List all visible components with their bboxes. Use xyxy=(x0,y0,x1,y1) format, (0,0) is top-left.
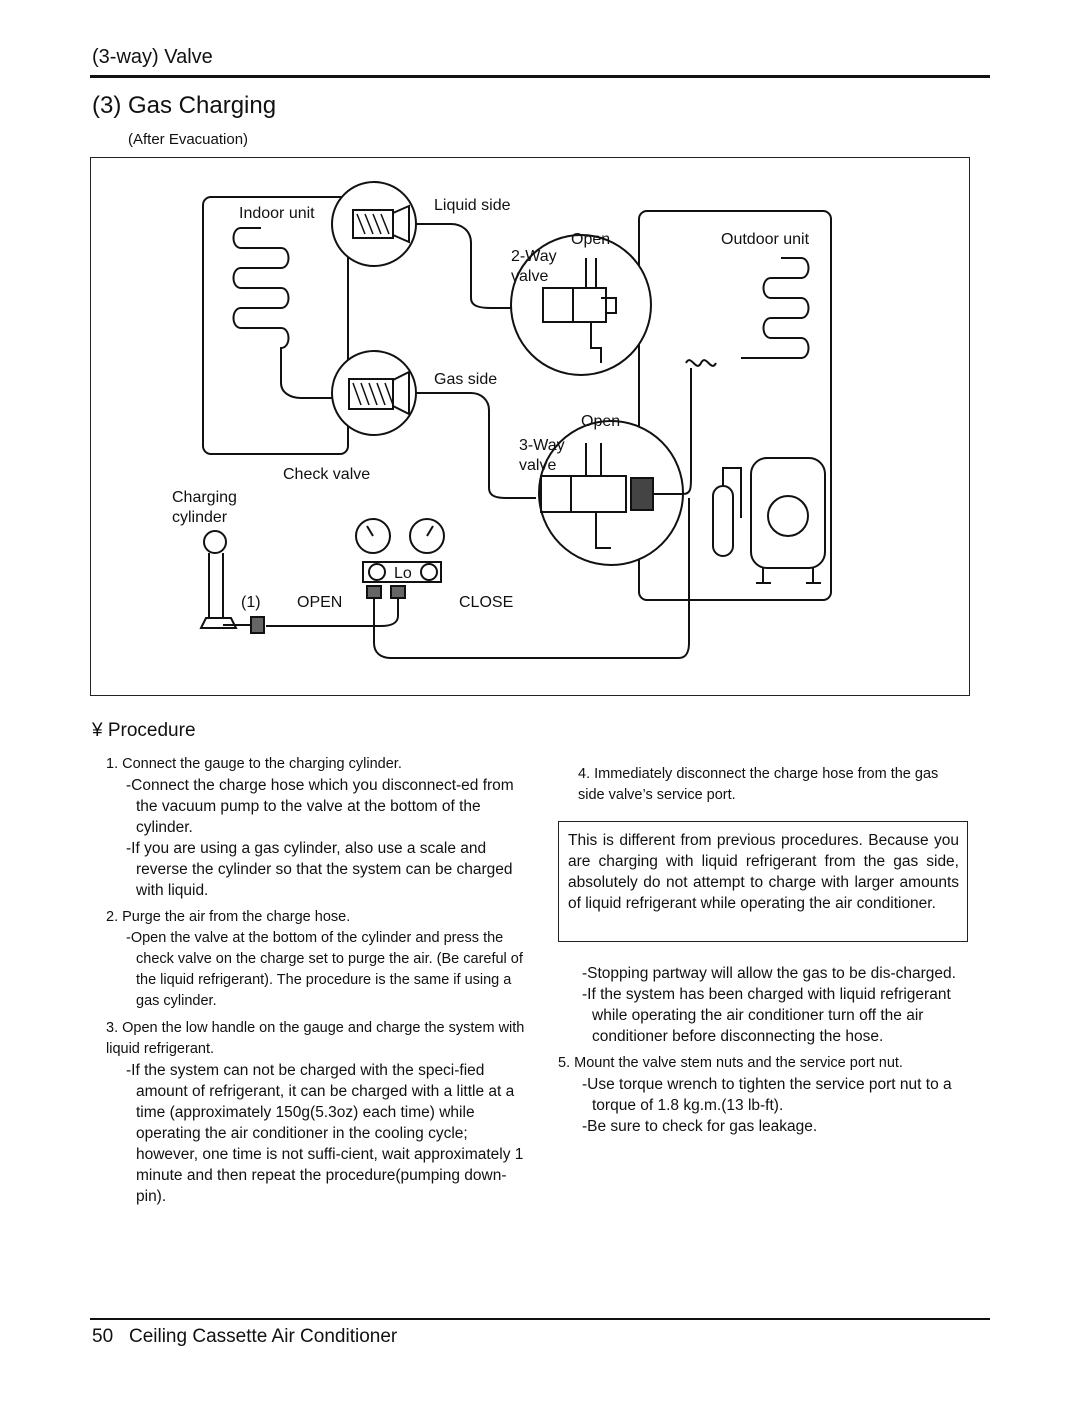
gas-side-valve-circle xyxy=(332,351,416,435)
step-number-label: (1) xyxy=(241,594,261,611)
compressor xyxy=(751,458,825,568)
charging-cylinder xyxy=(201,553,236,628)
indoor-unit-label: Indoor unit xyxy=(239,205,315,222)
step-4-title-text: 4. Immediately disconnect the charge hose from the gas side valve’s service port. xyxy=(578,766,939,803)
check-valve-label: Check valve xyxy=(283,466,371,483)
step-1-item-a: -Connect the charge hose which you disconnect-ed from the vacuum pump to the valve at the bottom of the cylinder. xyxy=(126,777,514,836)
low-handle-icon[interactable] xyxy=(369,564,385,580)
charging-cylinder-label-line2: cylinder xyxy=(172,509,228,526)
page-subtitle: (After Evacuation) xyxy=(128,131,249,148)
step-1-item-b: -If you are using a gas cylinder, also use a scale and reverse the cylinder so that the system can be charged with liquid. xyxy=(126,840,513,899)
lo-label: Lo xyxy=(394,565,412,582)
accumulator xyxy=(713,486,733,556)
open-top-label: Open xyxy=(571,231,611,248)
footer-rule xyxy=(90,1318,990,1320)
charging-cylinder-label-line1: Charging xyxy=(172,489,237,506)
gas-charging-diagram xyxy=(90,157,970,696)
step-4-item-b: -If the system has been charged with liquid refrigerant while operating the air conditioner turn off the air conditioner before disconnecting the hose. xyxy=(582,986,951,1045)
cylinder-gauge-icon xyxy=(204,531,226,553)
procedure-heading: ¥ Procedure xyxy=(92,720,196,741)
page-number: 50 xyxy=(92,1326,114,1347)
procedure-left-column xyxy=(106,754,526,1207)
open-handle-label: OPEN xyxy=(297,594,343,611)
header-rule xyxy=(90,75,990,78)
gas-side-label: Gas side xyxy=(434,371,498,388)
step-3-item-a: -If the system can not be charged with the speci-fied amount of refrigerant, it can be charged with a little at a time (approximately 150g(5.3oz) each time) while operating the air conditioner in the cooling cycle; however, one time is not suffi-cient, wait approximately 1 minute and then repeat the procedure(pumping down-pin). xyxy=(126,1062,524,1205)
step-4-title xyxy=(578,764,958,806)
liquid-side-valve-circle xyxy=(332,182,416,266)
step-5-item-a: -Use torque wrench to tighten the service port nut to a torque of 1.8 kg.m.(13 lb-ft). xyxy=(582,1076,952,1114)
two-way-label-line2: valve xyxy=(511,268,549,285)
step-1-title: 1. Connect the gauge to the charging cylinder. xyxy=(106,756,402,772)
two-way-label-line1: 2-Way xyxy=(511,248,557,265)
manifold-port-1 xyxy=(367,586,381,598)
three-way-label-line2: valve xyxy=(519,457,557,474)
gas-pipe xyxy=(416,393,536,498)
procedure-right-column xyxy=(558,963,968,1137)
liquid-side-label: Liquid side xyxy=(434,197,511,214)
step-5-item-b: -Be sure to check for gas leakage. xyxy=(582,1118,818,1135)
compressor-motor-icon xyxy=(768,496,808,536)
step-5-title: 5. Mount the valve stem nuts and the service port nut. xyxy=(558,1055,903,1071)
step-2-title: 2. Purge the air from the charge hose. xyxy=(106,909,351,925)
warning-note-box: This is different from previous procedures. Because you are charging with liquid refrigerant from the gas side, absolutely do not attempt to charge with larger amounts of liquid refrigerant while operating the air conditioner. xyxy=(558,821,968,942)
outdoor-coil xyxy=(741,258,809,358)
footer-title: Ceiling Cassette Air Conditioner xyxy=(128,1326,398,1347)
outdoor-unit-box xyxy=(639,211,831,600)
step-2-item-a: -Open the valve at the bottom of the cylinder and press the check valve on the charge set to purge the air. (Be careful of the liquid refrigerant). The procedure is the same if using a gas cylinder. xyxy=(126,930,523,1009)
service-port xyxy=(631,478,653,510)
high-handle-icon[interactable] xyxy=(421,564,437,580)
section-title: (3-way) Valve xyxy=(92,46,213,68)
close-handle-label: CLOSE xyxy=(459,594,514,611)
capillary-tube xyxy=(686,360,716,366)
diagram-svg xyxy=(91,158,969,695)
open-mid-label: Open xyxy=(581,413,621,430)
step-3-title: 3. Open the low handle on the gauge and charge the system with liquid refrigerant. xyxy=(106,1020,525,1057)
outdoor-unit-label: Outdoor unit xyxy=(721,231,810,248)
step-4-item-a: -Stopping partway will allow the gas to be dis-charged. xyxy=(582,965,956,982)
footer xyxy=(92,1326,397,1348)
page-title: (3) Gas Charging xyxy=(92,92,277,119)
check-valve xyxy=(251,617,264,633)
three-way-label-line1: 3-Way xyxy=(519,437,565,454)
indoor-unit-box xyxy=(203,197,348,454)
indoor-coil xyxy=(234,228,337,398)
manifold-port-2 xyxy=(391,586,405,598)
